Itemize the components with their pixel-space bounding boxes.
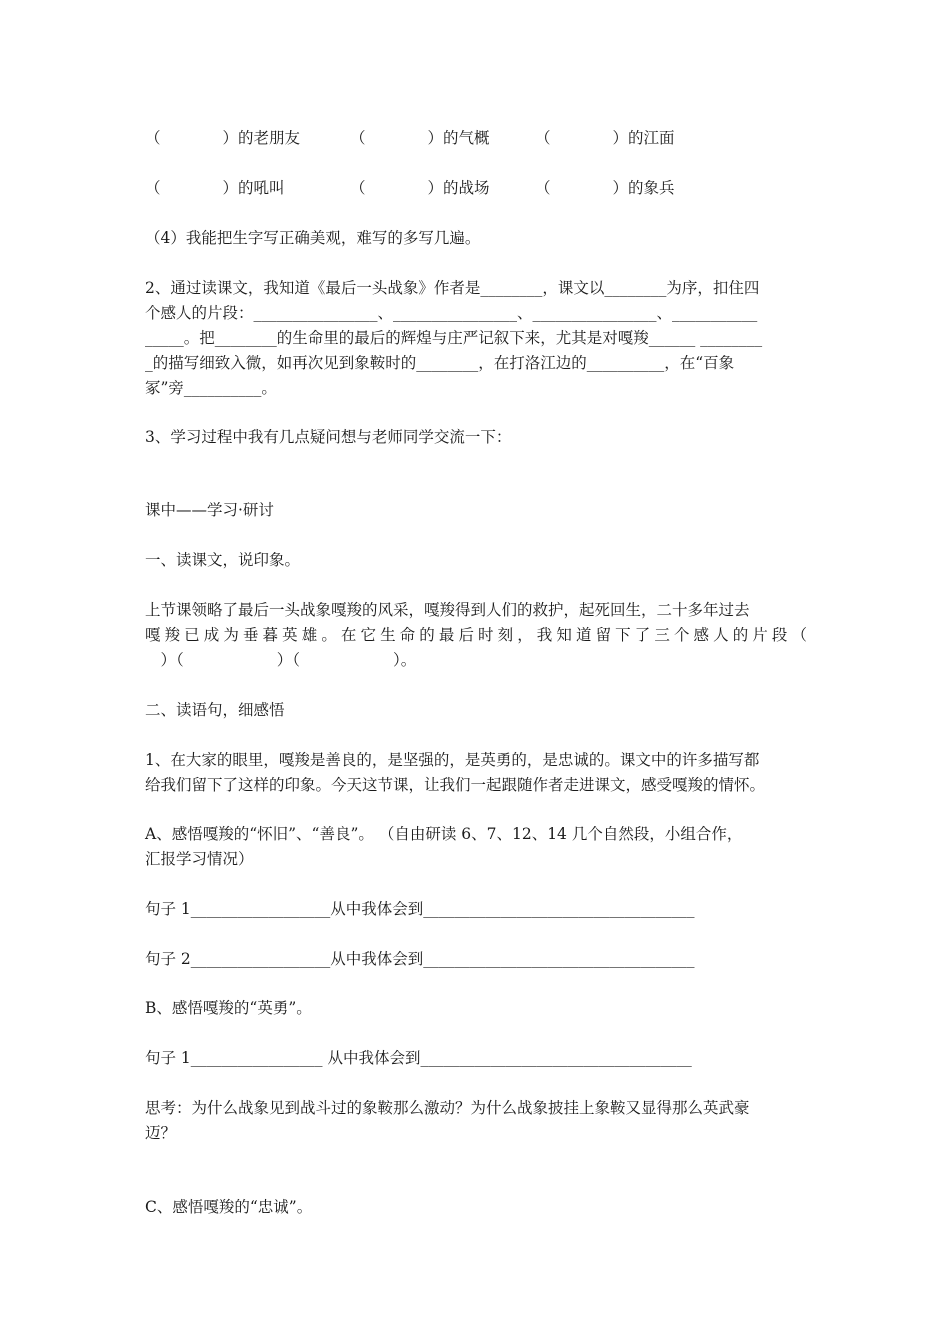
part2-b-sentence-1: 句子 1_________________ 从中我体会到___________________________________ [145, 1049, 692, 1067]
section-title: 课中——学习·研讨 [145, 501, 274, 519]
q2-line-5: 冢”旁__________。 [145, 379, 277, 397]
part2-a-sentence-1: 句子 1__________________从中我体会到___________________________________ [145, 900, 695, 918]
part2-p1-line-1: 1、在大家的眼里，嘎羧是善良的，是坚强的，是英勇的，是忠诚的。课文中的许多描写都 [145, 751, 760, 769]
part1-line-1: 上节课领略了最后一头战象嘎羧的风采，嘎羧得到人们的救护，起死回生，二十多年过去 [145, 601, 750, 619]
fill-cell-1-3: （ ）的江面 [535, 129, 675, 147]
part1-title: 一、读课文，说印象。 [145, 551, 301, 569]
think-line-1: 思考：为什么战象见到战斗过的象鞍那么激动？为什么战象披挂上象鞍又显得那么英武豪 [145, 1099, 750, 1117]
part2-b-title: B、感悟嘎羧的“英勇”。 [145, 999, 312, 1017]
q2-line-1: 2、通过读课文，我知道《最后一头战象》作者是________，课文以________为序，扣住四 [145, 279, 760, 297]
q3-text: 3、学习过程中我有几点疑问想与老师同学交流一下： [145, 428, 512, 446]
fill-cell-2-1: （ ）的吼叫 [145, 179, 285, 197]
item-4-text: （4）我能把生字写正确美观，难写的多写几遍。 [145, 229, 481, 247]
fill-cell-1-2: （ ）的气概 [350, 129, 490, 147]
fill-cell-1-1: （ ）的老朋友 [145, 129, 301, 147]
q2-line-4: _的描写细致入微，如再次见到象鞍时的________，在打洛江边的__________，在“百象 [145, 354, 735, 372]
part2-a-sentence-2: 句子 2__________________从中我体会到___________________________________ [145, 950, 695, 968]
fill-cell-2-2: （ ）的战场 [350, 179, 490, 197]
part2-title: 二、读语句，细感悟 [145, 701, 285, 719]
think-line-2: 迈？ [145, 1124, 177, 1142]
part2-c-title: C、感悟嘎羧的“忠诚”。 [145, 1198, 313, 1216]
q2-line-2: 个感人的片段：________________、________________、________________、___________ [145, 304, 758, 322]
fill-cell-2-3: （ ）的象兵 [535, 179, 675, 197]
part1-line-2: 嘎羧已成为垂暮英雄。在它生命的最后时刻，我知道留下了三个感人的片段（ [145, 626, 807, 644]
part2-a-line-2: 汇报学习情况） [145, 850, 254, 868]
part2-a-line-1: A、感悟嘎羧的“怀旧”、“善良”。 （自由研读 6、7、12、14 几个自然段，小组合作， [145, 825, 743, 843]
part2-p1-line-2: 给我们留下了这样的印象。今天这节课，让我们一起跟随作者走进课文，感受嘎羧的情怀。 [145, 776, 766, 794]
q2-line-3: _____。把________的生命里的最后的辉煌与庄严记叙下来，尤其是对嘎羧______ ________ [145, 329, 763, 347]
part1-line-3: ）（ ）（ ）。 [145, 651, 417, 669]
